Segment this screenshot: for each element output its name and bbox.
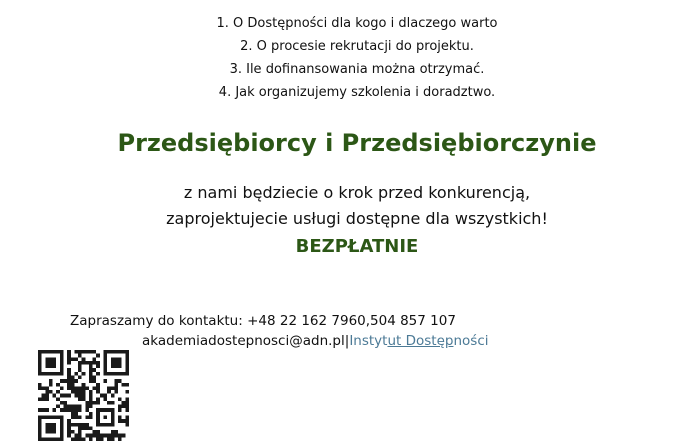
qr-module (82, 386, 86, 390)
qr-module (38, 397, 42, 401)
qr-module (49, 383, 53, 387)
qr-module (93, 357, 97, 361)
qr-module (74, 390, 78, 394)
qr-module (96, 434, 100, 438)
qr-module (67, 350, 71, 354)
qr-module (104, 397, 108, 401)
qr-module (67, 379, 71, 383)
qr-module (104, 394, 108, 398)
qr-module (45, 390, 49, 394)
free-label: BEZPŁATNIE (295, 236, 419, 257)
qr-module (74, 408, 78, 412)
qr-module (74, 350, 78, 354)
qr-module (122, 383, 126, 387)
qr-module (45, 397, 49, 401)
qr-code-icon (38, 350, 129, 441)
qr-module (96, 386, 100, 390)
qr-module (42, 394, 46, 398)
qr-module (38, 383, 42, 387)
qr-module (74, 379, 78, 383)
qr-module (74, 357, 78, 361)
qr-module (89, 412, 93, 416)
qr-module (125, 416, 129, 420)
qr-module (107, 401, 111, 405)
qr-module (53, 408, 57, 412)
qr-module (89, 375, 93, 379)
qr-module (93, 386, 97, 390)
qr-module (71, 405, 75, 409)
qr-module (71, 412, 75, 416)
qr-module (114, 434, 118, 438)
qr-module (78, 365, 82, 369)
qr-module (89, 379, 93, 383)
qr-module (71, 430, 75, 434)
qr-module (85, 434, 89, 438)
qr-module (82, 394, 86, 398)
qr-module (125, 405, 129, 409)
qr-module (125, 390, 129, 394)
qr-module (89, 405, 93, 409)
qr-module (49, 379, 53, 383)
qr-module (118, 379, 122, 383)
qr-module (67, 423, 71, 427)
qr-module (78, 434, 82, 438)
qr-module (125, 397, 129, 401)
qr-module (111, 394, 115, 398)
qr-module (93, 375, 97, 379)
qr-module (93, 361, 97, 365)
qr-module (89, 434, 93, 438)
qr-module (89, 361, 93, 365)
qr-module (71, 423, 75, 427)
qr-module (125, 408, 129, 412)
qr-module (82, 350, 86, 354)
qr-module (118, 437, 122, 441)
qr-module (118, 405, 122, 409)
qr-module (93, 434, 97, 438)
agenda-list (0, 12, 700, 104)
qr-module (85, 426, 89, 430)
qr-module (82, 361, 86, 365)
qr-module (67, 434, 71, 438)
qr-module (67, 375, 71, 379)
qr-module (100, 394, 104, 398)
qr-module (42, 397, 46, 401)
qr-module (74, 434, 78, 438)
qr-module (71, 416, 75, 420)
qr-module (100, 434, 104, 438)
qr-module (74, 405, 78, 409)
contact-email[interactable]: akademiadostepnosci@adn.pl (142, 333, 345, 349)
qr-module (118, 408, 122, 412)
qr-module (114, 390, 118, 394)
qr-module (122, 419, 126, 423)
qr-module (96, 372, 100, 376)
pitch-block (0, 180, 700, 260)
qr-module (78, 368, 82, 372)
qr-module (89, 372, 93, 376)
qr-module (78, 375, 82, 379)
qr-module (67, 383, 71, 387)
qr-module (45, 394, 49, 398)
contact-email-line (142, 332, 489, 350)
qr-module (96, 401, 100, 405)
qr-finder-inner-1 (45, 357, 56, 368)
qr-module (56, 397, 60, 401)
agenda-item-2: 2. O procesie rekrutacji do projektu. (240, 39, 474, 54)
qr-module (67, 430, 71, 434)
qr-module (125, 401, 129, 405)
qr-module (60, 379, 64, 383)
qr-module (96, 437, 100, 441)
qr-module (67, 372, 71, 376)
qr-module (122, 405, 126, 409)
qr-module (85, 416, 89, 420)
qr-module (78, 426, 82, 430)
qr-module (111, 401, 115, 405)
qr-module (63, 401, 67, 405)
qr-module (56, 390, 60, 394)
institute-link-part2: ut Dostęp (387, 333, 454, 349)
qr-module (67, 405, 71, 409)
qr-module (114, 379, 118, 383)
qr-module (114, 430, 118, 434)
qr-module (78, 350, 82, 354)
qr-module (63, 379, 67, 383)
qr-module (63, 394, 67, 398)
qr-module (38, 408, 42, 412)
qr-module (82, 390, 86, 394)
qr-module (63, 408, 67, 412)
qr-module (74, 412, 78, 416)
qr-module (71, 357, 75, 361)
qr-module (107, 390, 111, 394)
qr-module (63, 405, 67, 409)
qr-module (85, 423, 89, 427)
qr-module (100, 437, 104, 441)
qr-module (78, 437, 82, 441)
qr-module (60, 394, 64, 398)
qr-module (107, 434, 111, 438)
qr-module (89, 390, 93, 394)
qr-module (96, 397, 100, 401)
contact-separator: | (344, 333, 350, 349)
agenda-item-3: 3. Ile dofinansowania można otrzymać. (229, 62, 485, 77)
qr-module (49, 390, 53, 394)
qr-module (71, 386, 75, 390)
qr-finder-inner-2 (111, 357, 122, 368)
qr-module (60, 386, 64, 390)
qr-module (111, 437, 115, 441)
qr-module (89, 416, 93, 420)
qr-module (67, 354, 71, 358)
qr-module (93, 368, 97, 372)
qr-module (67, 368, 71, 372)
qr-module (96, 361, 100, 365)
pitch-line-1: z nami będziecie o krok przed konkurencją, (183, 183, 531, 202)
qr-module (74, 394, 78, 398)
qr-module (89, 350, 93, 354)
institute-link[interactable] (349, 333, 488, 349)
institute-link-part3: ności (453, 333, 489, 349)
qr-module (60, 401, 64, 405)
qr-module (107, 437, 111, 441)
qr-module (107, 386, 111, 390)
qr-module (67, 361, 71, 365)
qr-module (71, 383, 75, 387)
qr-module (74, 437, 78, 441)
qr-module (125, 419, 129, 423)
qr-module (74, 416, 78, 420)
agenda-item-1: 1. O Dostępności dla kogo i dlaczego warto (216, 16, 498, 31)
qr-align-inner (104, 416, 108, 420)
qr-module (78, 394, 82, 398)
agenda-item-4: 4. Jak organizujemy szkolenia i doradztwo. (218, 85, 496, 100)
qr-module (82, 357, 86, 361)
qr-module (89, 394, 93, 398)
qr-module (78, 354, 82, 358)
qr-module (93, 401, 97, 405)
qr-module (74, 386, 78, 390)
qr-module (82, 383, 86, 387)
qr-module (78, 430, 82, 434)
qr-module (67, 419, 71, 423)
qr-module (45, 386, 49, 390)
qr-module (122, 401, 126, 405)
qr-module (67, 357, 71, 361)
qr-module (111, 434, 115, 438)
qr-module (71, 375, 75, 379)
qr-module (89, 368, 93, 372)
contact-phone-line: Zapraszamy do kontaktu: +48 22 162 7960,504 857 107 (70, 313, 456, 329)
qr-module (96, 383, 100, 387)
qr-finder-inner-3 (45, 423, 56, 434)
qr-module (78, 361, 82, 365)
qr-module (45, 408, 49, 412)
qr-module (85, 386, 89, 390)
qr-module (104, 379, 108, 383)
qr-module (60, 408, 64, 412)
qr-module (118, 419, 122, 423)
qr-module (125, 423, 129, 427)
qr-module (89, 437, 93, 441)
qr-module (53, 394, 57, 398)
pitch-line-2: zaprojektujecie usługi dostępne dla wszystkich! (166, 209, 548, 228)
institute-link-part1: Instyt (349, 333, 388, 349)
qr-module (74, 372, 78, 376)
qr-module (67, 408, 71, 412)
qr-module (82, 372, 86, 376)
qr-module (93, 379, 97, 383)
qr-module (85, 408, 89, 412)
qr-module (78, 408, 82, 412)
qr-module (85, 361, 89, 365)
qr-module (78, 386, 82, 390)
qr-module (42, 386, 46, 390)
qr-module (82, 426, 86, 430)
qr-module (89, 401, 93, 405)
qr-module (56, 383, 60, 387)
qr-module (96, 354, 100, 358)
qr-module (85, 350, 89, 354)
qr-module (67, 394, 71, 398)
qr-module (96, 430, 100, 434)
qr-module (93, 350, 97, 354)
qr-module (96, 390, 100, 394)
qr-module (82, 437, 86, 441)
qr-module (74, 423, 78, 427)
qr-module (82, 397, 86, 401)
qr-module (67, 426, 71, 430)
qr-module (125, 383, 129, 387)
qr-module (93, 430, 97, 434)
qr-module (38, 386, 42, 390)
qr-module (118, 434, 122, 438)
qr-module (71, 390, 75, 394)
qr-module (85, 405, 89, 409)
qr-module (78, 423, 82, 427)
qr-module (78, 390, 82, 394)
qr-module (82, 423, 86, 427)
qr-module (85, 401, 89, 405)
qr-module (111, 430, 115, 434)
qr-module (104, 434, 108, 438)
qr-module (78, 416, 82, 420)
qr-module (118, 416, 122, 420)
qr-module (114, 386, 118, 390)
qr-module (118, 397, 122, 401)
qr-module (111, 386, 115, 390)
qr-module (56, 405, 60, 409)
qr-module (96, 365, 100, 369)
qr-module (71, 408, 75, 412)
qr-module (78, 397, 82, 401)
qr-module (71, 379, 75, 383)
qr-module (89, 365, 93, 369)
qr-module (42, 408, 46, 412)
qr-module (78, 405, 82, 409)
qr-module (122, 434, 126, 438)
headline: Przedsiębiorcy i Przedsiębiorczynie (117, 129, 597, 157)
qr-module (89, 397, 93, 401)
qr-module (67, 386, 71, 390)
qr-module (114, 383, 118, 387)
qr-module (71, 437, 75, 441)
qr-module (89, 426, 93, 430)
